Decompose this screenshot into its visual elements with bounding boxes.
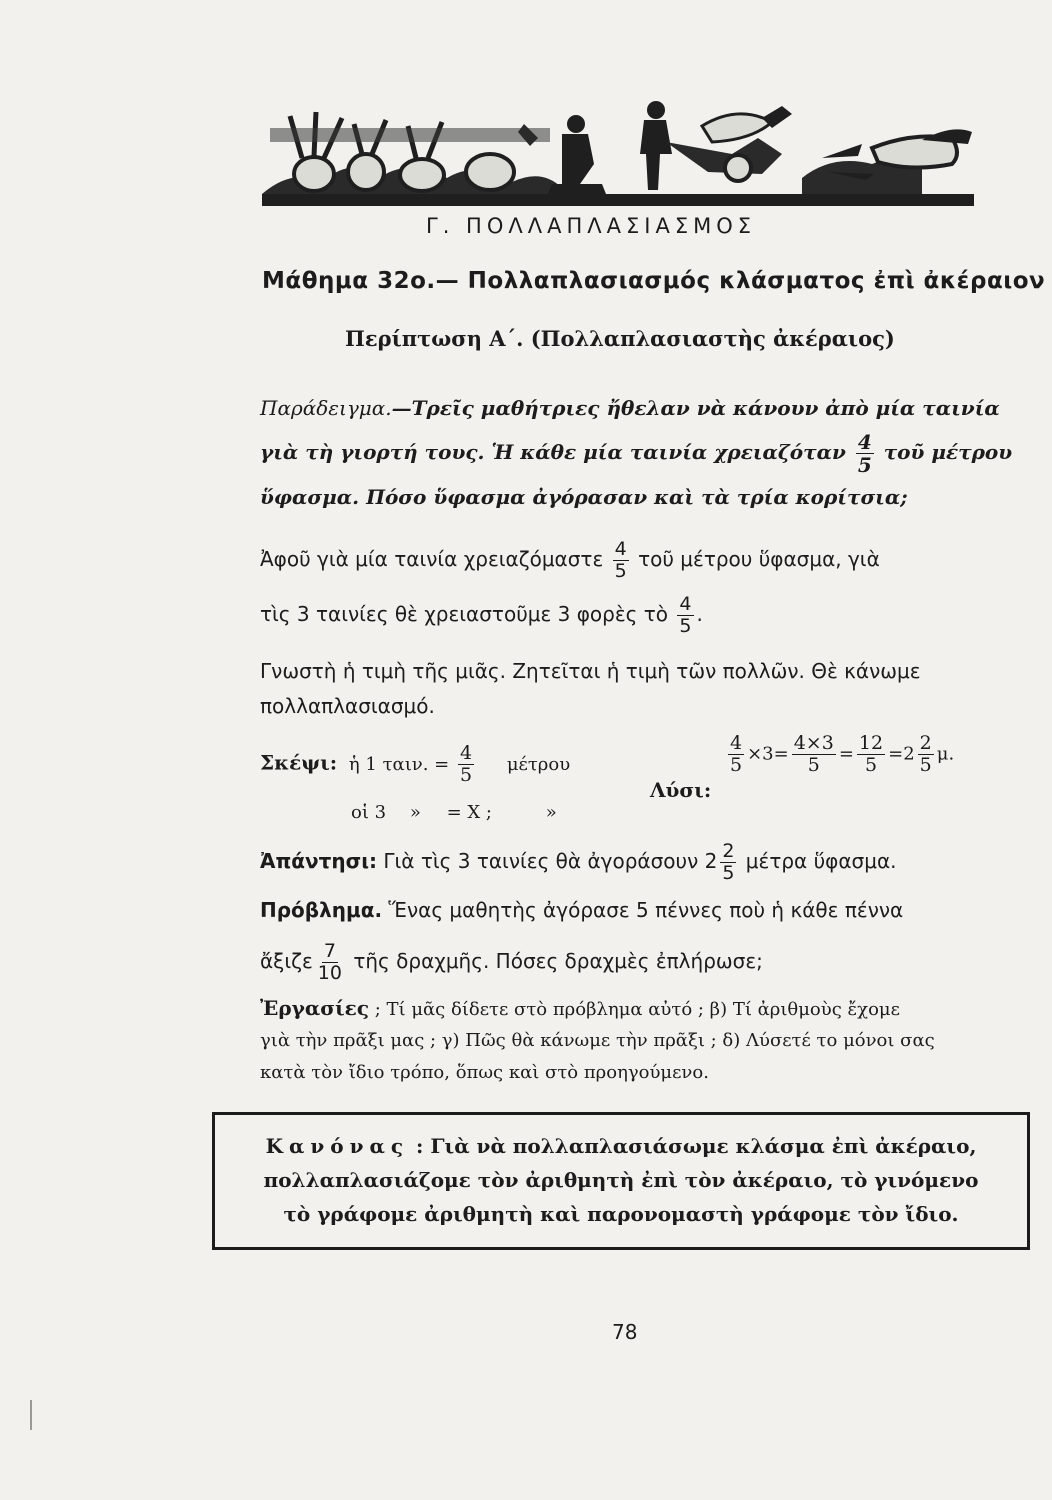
reasoning-label: Σκέψι:: [260, 750, 338, 775]
exercises-line-1: [260, 996, 900, 1020]
exercises-line-3: κατὰ τὸν ἴδιο τρόπο, ὅπως καὶ στὸ προηγούμενο.: [260, 1062, 709, 1083]
reasoning-row-1: [260, 744, 570, 785]
lesson-title: Μάθημα 32ο.— Πολλαπλασιασμός κλάσματος ἐπὶ ἀκέραιον: [262, 268, 1046, 294]
reasoning-row-1-unit: μέτρου: [506, 753, 571, 775]
solution-fraction-4-denominator: 5: [919, 754, 932, 776]
answer-fraction-denominator: 5: [722, 862, 735, 884]
solution-fraction-3-numerator: 12: [858, 732, 884, 754]
explanation-fraction-2-denominator: 5: [679, 615, 692, 637]
case-heading: Περίπτωση Α΄. (Πολλαπλασιαστὴς ἀκέραιος): [345, 326, 895, 351]
problem-fraction: [316, 942, 344, 983]
header-illustration: [262, 98, 974, 210]
explanation-text-1a: Ἀφοῦ γιὰ μία ταινία χρειαζόμαστε: [260, 547, 604, 571]
explanation-fraction-2: [677, 595, 693, 636]
solution-fraction-2: [792, 734, 836, 775]
solution-fraction-2-numerator: 4×3: [793, 732, 834, 754]
solution-fraction-3: [857, 734, 885, 775]
section-title: Γ. ΠΟΛΛΑΠΛΑΣΙΑΣΜΟΣ: [426, 214, 757, 238]
example-text-1: —Τρεῖς μαθήτριες ἤθελαν νὰ κάνουν ἀπὸ μία ταινία: [391, 396, 1000, 420]
solution-equals-1: =: [838, 743, 854, 765]
rule-text-1: : Γιὰ νὰ πολλαπλασιάσωμε κλάσμα ἐπὶ ἀκέραιο,: [415, 1134, 977, 1158]
answer-text-b: μέτρα ὕφασμα.: [745, 849, 897, 873]
example-line-2: [260, 432, 1012, 475]
problem-fraction-denominator: 10: [317, 962, 342, 984]
explanation-line-2: [260, 595, 703, 636]
reasoning-fraction: [458, 744, 474, 785]
solution-label: Λύσι:: [650, 778, 712, 802]
problem-text-1: Ἕνας μαθητὴς ἀγόρασε 5 πέννες ποὺ ἡ κάθε πέννα: [388, 898, 904, 922]
problem-text-2b: τῆς δραχμῆς. Πόσες δραχμὲς ἐπλήρωσε;: [353, 949, 763, 973]
explanation-line-1: [260, 540, 880, 581]
answer-line: [260, 842, 896, 883]
explanation-line-3: Γνωστὴ ἡ τιμὴ τῆς μιᾶς. Ζητεῖται ἡ τιμὴ τῶν πολλῶν. Θὲ κάνωμε: [260, 659, 921, 683]
exercises-line-2: γιὰ τὴν πρᾶξι μας ; γ) Πῶς θὰ κάνωμε τὴν πρᾶξι ; δ) Λύσετέ το μόνοι σας: [260, 1030, 935, 1051]
rule-line-3: τὸ γράφομε ἀριθμητὴ καὶ παρονομαστὴ γράφομε τὸν ἴδιο.: [283, 1202, 959, 1226]
reasoning-row-1-text: ἡ 1 ταιν. =: [348, 753, 450, 775]
example-text-2a: γιὰ τὴ γιορτή τους. Ἡ κάθε μία ταινία χρειαζόταν: [260, 440, 846, 464]
example-line-3: ὕφασμα. Πόσο ὕφασμα ἀγόρασαν καὶ τὰ τρία κορίτσια;: [260, 485, 908, 509]
problem-text-2a: ἄξιζε: [260, 949, 313, 973]
example-fraction-numerator: 4: [857, 430, 872, 454]
example-fraction: [856, 432, 874, 475]
reasoning-row-2-equation: = Χ ;: [446, 802, 492, 823]
explanation-fraction-1-denominator: 5: [614, 560, 627, 582]
page-number: 78: [612, 1320, 638, 1344]
problem-line-2: [260, 942, 763, 983]
reasoning-fraction-numerator: 4: [459, 742, 473, 764]
example-label: Παράδειγμα.: [260, 396, 392, 420]
reasoning-row-2-quote-1: »: [409, 802, 421, 823]
explanation-text-1b: τοῦ μέτρου ὕφασμα, γιὰ: [638, 547, 880, 571]
explanation-fraction-1-numerator: 4: [614, 538, 627, 560]
solution-fraction-1-denominator: 5: [730, 754, 743, 776]
reasoning-row-2-text: οἱ 3: [351, 802, 387, 823]
explanation-text-2a: τὶς 3 ταινίες θὲ χρειαστοῦμε 3 φορὲς τὸ: [260, 602, 669, 626]
example-text-2b: τοῦ μέτρου: [883, 440, 1013, 464]
rule-line-1: [215, 1129, 1027, 1163]
solution-fraction-4-numerator: 2: [919, 732, 932, 754]
problem-label: Πρόβλημα.: [260, 898, 383, 922]
solution-fraction-3-denominator: 5: [864, 754, 878, 776]
solution-equals-2: =2: [888, 743, 915, 765]
rule-box: [212, 1112, 1030, 1250]
solution-fraction-4: [918, 734, 934, 775]
explanation-fraction-1: [613, 540, 629, 581]
answer-text-a: Γιὰ τὶς 3 ταινίες θὰ ἀγοράσουν 2: [383, 849, 718, 873]
solution-times: ×3=: [747, 743, 789, 765]
margin-mark: [30, 1400, 32, 1430]
rule-label: Κανόνας: [265, 1134, 410, 1158]
problem-fraction-numerator: 7: [323, 940, 336, 962]
solution-fraction-1-numerator: 4: [730, 732, 743, 754]
explanation-line-4: πολλαπλασιασμό.: [260, 694, 435, 718]
solution-fraction-2-denominator: 5: [807, 754, 820, 776]
explanation-fraction-2-numerator: 4: [679, 593, 692, 615]
solution-formula: [725, 734, 954, 775]
explanation-text-2b: .: [696, 602, 703, 626]
example-fraction-denominator: 5: [857, 453, 872, 477]
problem-line-1: [260, 898, 903, 922]
exercises-text-1: ; Τί μᾶς δίδετε στὸ πρόβλημα αὐτό ; β) Τί ἀριθμοὺς ἔχομε: [374, 999, 900, 1020]
answer-label: Ἀπάντησι:: [260, 849, 378, 873]
example-line-1: [260, 396, 1000, 420]
reasoning-row-2: [351, 802, 557, 823]
reasoning-row-2-quote-2: »: [545, 802, 557, 823]
solution-unit: μ.: [936, 743, 955, 765]
rule-line-2: πολλαπλασιάζομε τὸν ἀριθμητὴ ἐπὶ τὸν ἀκέραιο, τὸ γινόμενο: [263, 1168, 979, 1192]
solution-fraction-1: [728, 734, 744, 775]
answer-fraction: [720, 842, 736, 883]
exercises-label: Ἐργασίες: [260, 996, 370, 1020]
reasoning-fraction-denominator: 5: [459, 764, 473, 786]
answer-fraction-numerator: 2: [722, 840, 735, 862]
